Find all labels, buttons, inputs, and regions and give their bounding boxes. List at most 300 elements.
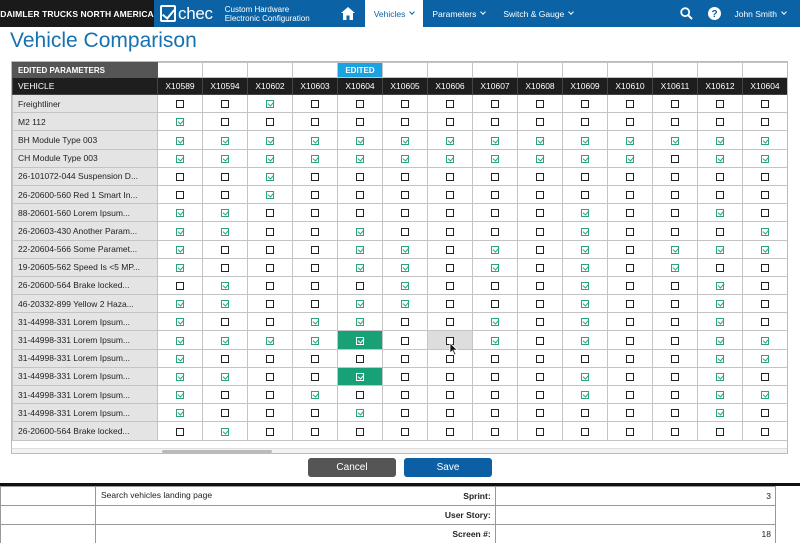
nav-parameters[interactable] (423, 0, 494, 27)
checkbox-unchecked[interactable] (626, 282, 634, 290)
checkbox-checked[interactable] (581, 337, 589, 345)
checkbox-unchecked[interactable] (716, 100, 724, 108)
checkbox-checked[interactable] (356, 318, 364, 326)
checkbox-checked[interactable] (176, 155, 184, 163)
checkbox-checked[interactable] (761, 228, 769, 236)
checkbox-checked[interactable] (581, 137, 589, 145)
checkbox-checked[interactable] (671, 246, 679, 254)
checkbox-unchecked[interactable] (761, 300, 769, 308)
checkbox-checked[interactable] (446, 155, 454, 163)
save-button[interactable]: Save (404, 458, 492, 477)
checkbox-unchecked[interactable] (446, 264, 454, 272)
checkbox-checked[interactable] (221, 373, 229, 381)
checkbox-checked[interactable] (221, 228, 229, 236)
checkbox-checked[interactable] (491, 264, 499, 272)
checkbox-unchecked[interactable] (446, 246, 454, 254)
checkbox-checked[interactable] (581, 300, 589, 308)
checkbox-checked[interactable] (581, 246, 589, 254)
vehicle-column-x10602[interactable]: X10602 (248, 78, 293, 95)
checkbox-unchecked[interactable] (581, 428, 589, 436)
checkbox-checked[interactable] (716, 155, 724, 163)
checkbox-checked[interactable] (266, 137, 274, 145)
checkbox-unchecked[interactable] (761, 373, 769, 381)
checkbox-checked[interactable] (536, 155, 544, 163)
grid-cell (743, 349, 788, 367)
checkbox-unchecked[interactable] (671, 155, 679, 163)
checkbox-unchecked[interactable] (626, 209, 634, 217)
checkbox-unchecked[interactable] (401, 391, 409, 399)
checkbox-unchecked[interactable] (761, 173, 769, 181)
checkbox-unchecked[interactable] (311, 264, 319, 272)
checkbox-unchecked[interactable] (446, 428, 454, 436)
checkbox-unchecked[interactable] (266, 118, 274, 126)
checkbox-unchecked[interactable] (761, 100, 769, 108)
checkbox-unchecked[interactable] (356, 209, 364, 217)
grid-cell (338, 185, 383, 203)
checkbox-checked[interactable] (761, 355, 769, 363)
checkbox-checked[interactable] (221, 137, 229, 145)
checkbox-checked[interactable] (176, 264, 184, 272)
checkbox-unchecked[interactable] (761, 264, 769, 272)
checkbox-unchecked[interactable] (626, 391, 634, 399)
checkbox-unchecked[interactable] (446, 391, 454, 399)
search-button[interactable] (672, 0, 700, 27)
vehicle-column-x10610[interactable]: X10610 (608, 78, 653, 95)
checkbox-unchecked[interactable] (266, 300, 274, 308)
checkbox-checked[interactable] (716, 282, 724, 290)
checkbox-unchecked[interactable] (266, 355, 274, 363)
vehicle-column-x10612[interactable]: X10612 (698, 78, 743, 95)
checkbox-checked[interactable] (356, 246, 364, 254)
checkbox-unchecked[interactable] (671, 391, 679, 399)
checkbox-unchecked[interactable] (536, 355, 544, 363)
checkbox-unchecked[interactable] (581, 191, 589, 199)
checkbox-checked[interactable] (176, 373, 184, 381)
checkbox-checked[interactable] (761, 391, 769, 399)
checkbox-checked[interactable] (401, 300, 409, 308)
user-menu[interactable] (728, 9, 800, 19)
checkbox-unchecked[interactable] (671, 100, 679, 108)
checkbox-unchecked[interactable] (401, 409, 409, 417)
checkbox-unchecked[interactable] (221, 173, 229, 181)
checkbox-unchecked[interactable] (221, 264, 229, 272)
checkbox-unchecked[interactable] (446, 300, 454, 308)
checkbox-unchecked[interactable] (356, 428, 364, 436)
checkbox-unchecked[interactable] (671, 337, 679, 345)
checkbox-unchecked[interactable] (671, 373, 679, 381)
checkbox-unchecked[interactable] (761, 209, 769, 217)
checkbox-unchecked[interactable] (626, 173, 634, 181)
checkbox-checked[interactable] (716, 391, 724, 399)
checkbox-unchecked[interactable] (491, 228, 499, 236)
checkbox-checked[interactable] (536, 137, 544, 145)
checkbox-unchecked[interactable] (356, 355, 364, 363)
checkbox-unchecked[interactable] (536, 100, 544, 108)
checkbox-checked[interactable] (716, 409, 724, 417)
checkbox-unchecked[interactable] (311, 209, 319, 217)
checkbox-unchecked[interactable] (266, 282, 274, 290)
checkbox-checked[interactable] (581, 155, 589, 163)
checkbox-unchecked[interactable] (311, 100, 319, 108)
checkbox-checked[interactable] (491, 318, 499, 326)
checkbox-unchecked[interactable] (536, 282, 544, 290)
checkbox-checked[interactable] (401, 264, 409, 272)
checkbox-checked[interactable] (176, 137, 184, 145)
checkbox-checked[interactable] (716, 318, 724, 326)
vehicle-column-x10589[interactable]: X10589 (158, 78, 203, 95)
checkbox-unchecked[interactable] (491, 282, 499, 290)
checkbox-unchecked[interactable] (716, 118, 724, 126)
checkbox-unchecked[interactable] (491, 209, 499, 217)
checkbox-checked[interactable] (716, 337, 724, 345)
checkbox-unchecked[interactable] (626, 300, 634, 308)
home-button[interactable] (335, 0, 361, 27)
checkbox-checked[interactable] (356, 264, 364, 272)
checkbox-checked[interactable] (221, 282, 229, 290)
checkbox-checked[interactable] (716, 246, 724, 254)
checkbox-unchecked[interactable] (671, 428, 679, 436)
checkbox-checked[interactable] (581, 373, 589, 381)
checkbox-unchecked[interactable] (401, 100, 409, 108)
checkbox-unchecked[interactable] (401, 428, 409, 436)
checkbox-checked[interactable] (176, 228, 184, 236)
checkbox-unchecked[interactable] (401, 355, 409, 363)
checkbox-checked[interactable] (221, 337, 229, 345)
checkbox-unchecked[interactable] (626, 318, 634, 326)
cancel-button[interactable]: Cancel (308, 458, 396, 477)
checkbox-unchecked[interactable] (176, 100, 184, 108)
checkbox-checked[interactable] (176, 355, 184, 363)
checkbox-checked[interactable] (761, 155, 769, 163)
checkbox-checked[interactable] (176, 118, 184, 126)
checkbox-checked[interactable] (266, 173, 274, 181)
grid-cell (608, 222, 653, 240)
checkbox-unchecked[interactable] (536, 337, 544, 345)
checkbox-unchecked[interactable] (626, 246, 634, 254)
checkbox-checked[interactable] (581, 264, 589, 272)
checkbox-checked[interactable] (176, 300, 184, 308)
checkbox-unchecked[interactable] (761, 428, 769, 436)
checkbox-unchecked[interactable] (491, 173, 499, 181)
checkbox-unchecked[interactable] (401, 373, 409, 381)
checkbox-unchecked[interactable] (401, 191, 409, 199)
checkbox-unchecked[interactable] (536, 264, 544, 272)
checkbox-unchecked[interactable] (446, 318, 454, 326)
checkbox-unchecked[interactable] (446, 373, 454, 381)
checkbox-unchecked[interactable] (311, 191, 319, 199)
checkbox-checked[interactable] (221, 428, 229, 436)
grid-cell (203, 422, 248, 440)
checkbox-unchecked[interactable] (401, 228, 409, 236)
checkbox-unchecked[interactable] (491, 118, 499, 126)
checkbox-unchecked[interactable] (536, 318, 544, 326)
checkbox-unchecked[interactable] (311, 173, 319, 181)
checkbox-checked[interactable] (311, 391, 319, 399)
vehicle-column-x10606[interactable]: X10606 (428, 78, 473, 95)
checkbox-unchecked[interactable] (491, 409, 499, 417)
checkbox-unchecked[interactable] (446, 191, 454, 199)
checkbox-unchecked[interactable] (311, 428, 319, 436)
checkbox-checked[interactable] (491, 337, 499, 345)
checkbox-checked[interactable] (176, 409, 184, 417)
checkbox-unchecked[interactable] (176, 428, 184, 436)
checkbox-unchecked[interactable] (266, 209, 274, 217)
checkbox-checked[interactable] (221, 300, 229, 308)
checkbox-unchecked[interactable] (536, 228, 544, 236)
checkbox-unchecked[interactable] (356, 282, 364, 290)
checkbox-checked[interactable] (356, 409, 364, 417)
checkbox-checked[interactable] (761, 337, 769, 345)
checkbox-checked[interactable] (491, 155, 499, 163)
checkbox-unchecked[interactable] (221, 118, 229, 126)
checkbox-checked[interactable] (356, 228, 364, 236)
checkbox-checked[interactable] (311, 155, 319, 163)
checkbox-unchecked[interactable] (761, 318, 769, 326)
nav-switch-gauge[interactable] (494, 0, 582, 27)
grid-cell (338, 276, 383, 294)
checkbox-unchecked[interactable] (716, 191, 724, 199)
checkbox-unchecked[interactable] (626, 409, 634, 417)
checkbox-checked[interactable] (311, 137, 319, 145)
checkbox-unchecked[interactable] (536, 409, 544, 417)
checkbox-checked[interactable] (716, 300, 724, 308)
checkbox-checked[interactable] (626, 155, 634, 163)
grid-cell (743, 167, 788, 185)
checkbox-checked[interactable] (356, 137, 364, 145)
vehicle-column-x10607[interactable]: X10607 (473, 78, 518, 95)
checkbox-unchecked[interactable] (446, 282, 454, 290)
checkbox-unchecked[interactable] (626, 355, 634, 363)
checkbox-unchecked[interactable] (491, 428, 499, 436)
checkbox-unchecked[interactable] (671, 191, 679, 199)
checkbox-unchecked[interactable] (671, 300, 679, 308)
checkbox-unchecked[interactable] (266, 391, 274, 399)
checkbox-checked[interactable] (401, 137, 409, 145)
checkbox-unchecked[interactable] (446, 355, 454, 363)
checkbox-checked[interactable] (626, 137, 634, 145)
checkbox-unchecked[interactable] (536, 246, 544, 254)
checkbox-unchecked[interactable] (626, 264, 634, 272)
checkbox-checked[interactable] (266, 100, 274, 108)
checkbox-checked[interactable] (401, 155, 409, 163)
checkbox-unchecked[interactable] (491, 373, 499, 381)
checkbox-unchecked[interactable] (626, 428, 634, 436)
checkbox-checked[interactable] (716, 355, 724, 363)
vehicle-column-x10603[interactable]: X10603 (293, 78, 338, 95)
checkbox-checked[interactable] (716, 137, 724, 145)
checkbox-checked[interactable] (671, 264, 679, 272)
checkbox-unchecked[interactable] (221, 355, 229, 363)
vehicle-column-x10594[interactable]: X10594 (203, 78, 248, 95)
checkbox-unchecked[interactable] (221, 246, 229, 254)
grid-cell (248, 167, 293, 185)
grid-cell (203, 149, 248, 167)
checkbox-unchecked[interactable] (716, 428, 724, 436)
checkbox-unchecked[interactable] (716, 173, 724, 181)
checkbox-checked[interactable] (311, 318, 319, 326)
checkbox-unchecked[interactable] (311, 282, 319, 290)
checkbox-unchecked[interactable] (581, 173, 589, 181)
nav-vehicles[interactable] (365, 0, 424, 27)
checkbox-unchecked[interactable] (761, 282, 769, 290)
grid-cell (698, 258, 743, 276)
vehicle-column-x10609[interactable]: X10609 (563, 78, 608, 95)
checkbox-unchecked[interactable] (491, 355, 499, 363)
checkbox-unchecked[interactable] (626, 228, 634, 236)
checkbox-unchecked[interactable] (581, 409, 589, 417)
checkbox-unchecked[interactable] (356, 191, 364, 199)
checkbox-checked[interactable] (491, 246, 499, 254)
checkbox-unchecked[interactable] (356, 173, 364, 181)
vehicle-column-x10608[interactable]: X10608 (518, 78, 563, 95)
checkbox-checked[interactable] (581, 282, 589, 290)
checkbox-unchecked[interactable] (581, 118, 589, 126)
checkbox-checked[interactable] (761, 246, 769, 254)
checkbox-checked[interactable] (356, 155, 364, 163)
checkbox-unchecked[interactable] (536, 209, 544, 217)
checkbox-checked[interactable] (761, 137, 769, 145)
checkbox-unchecked[interactable] (491, 391, 499, 399)
checkbox-unchecked[interactable] (401, 337, 409, 345)
checkbox-unchecked[interactable] (446, 209, 454, 217)
checkbox-unchecked[interactable] (671, 282, 679, 290)
checkbox-unchecked[interactable] (536, 118, 544, 126)
checkbox-unchecked[interactable] (266, 373, 274, 381)
vehicle-column-x10611[interactable]: X10611 (653, 78, 698, 95)
checkbox-unchecked[interactable] (311, 246, 319, 254)
checkbox-unchecked[interactable] (536, 300, 544, 308)
checkbox-unchecked[interactable] (221, 391, 229, 399)
checkbox-unchecked[interactable] (266, 428, 274, 436)
checkbox-unchecked[interactable] (266, 228, 274, 236)
checkbox-unchecked[interactable] (356, 118, 364, 126)
checkbox-checked[interactable] (176, 246, 184, 254)
checkbox-unchecked[interactable] (671, 228, 679, 236)
checkbox-unchecked[interactable] (446, 173, 454, 181)
checkbox-unchecked[interactable] (401, 118, 409, 126)
checkbox-unchecked[interactable] (221, 318, 229, 326)
checkbox-checked[interactable] (581, 391, 589, 399)
checkbox-unchecked[interactable] (536, 428, 544, 436)
checkbox-unchecked[interactable] (671, 409, 679, 417)
checkbox-checked[interactable] (221, 155, 229, 163)
checkbox-checked[interactable] (716, 373, 724, 381)
checkbox-checked[interactable] (176, 391, 184, 399)
checkbox-unchecked[interactable] (491, 100, 499, 108)
checkbox-unchecked[interactable] (221, 409, 229, 417)
checkbox-unchecked[interactable] (401, 173, 409, 181)
checkbox-unchecked[interactable] (581, 355, 589, 363)
checkbox-checked[interactable] (266, 337, 274, 345)
checkbox-unchecked[interactable] (311, 373, 319, 381)
checkbox-unchecked[interactable] (266, 409, 274, 417)
checkbox-checked[interactable] (176, 209, 184, 217)
help-button[interactable] (700, 0, 728, 27)
checkbox-unchecked[interactable] (266, 246, 274, 254)
checkbox-unchecked[interactable] (536, 191, 544, 199)
checkbox-unchecked[interactable] (491, 300, 499, 308)
checkbox-unchecked[interactable] (536, 391, 544, 399)
vehicle-column-x10604[interactable]: X10604 (743, 78, 788, 95)
checkbox-unchecked[interactable] (356, 100, 364, 108)
checkbox-unchecked[interactable] (311, 409, 319, 417)
checkbox-unchecked[interactable] (446, 228, 454, 236)
checkbox-checked[interactable] (581, 209, 589, 217)
checkbox-checked[interactable] (356, 337, 364, 345)
checkbox-unchecked[interactable] (626, 337, 634, 345)
horizontal-scrollbar[interactable] (12, 448, 788, 453)
checkbox-checked[interactable] (491, 137, 499, 145)
checkbox-unchecked[interactable] (311, 228, 319, 236)
checkbox-checked[interactable] (221, 209, 229, 217)
checkbox-unchecked[interactable] (491, 191, 499, 199)
checkbox-unchecked[interactable] (176, 282, 184, 290)
checkbox-unchecked[interactable] (716, 228, 724, 236)
checkbox-checked[interactable] (446, 137, 454, 145)
checkbox-checked[interactable] (581, 228, 589, 236)
checkbox-checked[interactable] (266, 191, 274, 199)
checkbox-unchecked[interactable] (626, 118, 634, 126)
checkbox-unchecked[interactable] (671, 318, 679, 326)
checkbox-checked[interactable] (401, 282, 409, 290)
checkbox-unchecked[interactable] (311, 118, 319, 126)
checkbox-checked[interactable] (356, 300, 364, 308)
checkbox-unchecked[interactable] (221, 191, 229, 199)
checkbox-checked[interactable] (176, 337, 184, 345)
checkbox-checked[interactable] (581, 318, 589, 326)
checkbox-unchecked[interactable] (761, 191, 769, 199)
checkbox-checked[interactable] (716, 209, 724, 217)
checkbox-unchecked[interactable] (446, 100, 454, 108)
checkbox-checked[interactable] (266, 155, 274, 163)
checkbox-checked[interactable] (176, 318, 184, 326)
scrollbar-thumb[interactable] (162, 450, 272, 453)
checkbox-unchecked[interactable] (581, 100, 589, 108)
checkbox-unchecked[interactable] (446, 409, 454, 417)
checkbox-unchecked[interactable] (401, 318, 409, 326)
checkbox-unchecked[interactable] (671, 355, 679, 363)
checkbox-unchecked[interactable] (761, 409, 769, 417)
checkbox-unchecked[interactable] (626, 191, 634, 199)
checkbox-checked[interactable] (401, 246, 409, 254)
vehicle-column-x10604[interactable]: X10604 (338, 78, 383, 95)
checkbox-checked[interactable] (356, 373, 364, 381)
checkbox-unchecked[interactable] (626, 373, 634, 381)
checkbox-unchecked[interactable] (671, 118, 679, 126)
checkbox-unchecked[interactable] (266, 264, 274, 272)
checkbox-unchecked[interactable] (536, 373, 544, 381)
checkbox-unchecked[interactable] (401, 209, 409, 217)
checkbox-unchecked[interactable] (761, 118, 769, 126)
checkbox-unchecked[interactable] (356, 391, 364, 399)
checkbox-checked[interactable] (311, 337, 319, 345)
checkbox-unchecked[interactable] (221, 100, 229, 108)
app-logo[interactable] (154, 0, 213, 27)
checkbox-checked[interactable] (671, 137, 679, 145)
checkbox-unchecked[interactable] (176, 173, 184, 181)
checkbox-unchecked[interactable] (671, 209, 679, 217)
checkbox-unchecked[interactable] (176, 191, 184, 199)
checkbox-unchecked[interactable] (536, 173, 544, 181)
checkbox-unchecked[interactable] (311, 300, 319, 308)
vehicle-column-x10605[interactable]: X10605 (383, 78, 428, 95)
checkbox-unchecked[interactable] (311, 355, 319, 363)
checkbox-unchecked[interactable] (446, 118, 454, 126)
checkbox-unchecked[interactable] (716, 264, 724, 272)
checkbox-unchecked[interactable] (671, 173, 679, 181)
checkbox-unchecked[interactable] (266, 318, 274, 326)
checkbox-unchecked[interactable] (626, 100, 634, 108)
